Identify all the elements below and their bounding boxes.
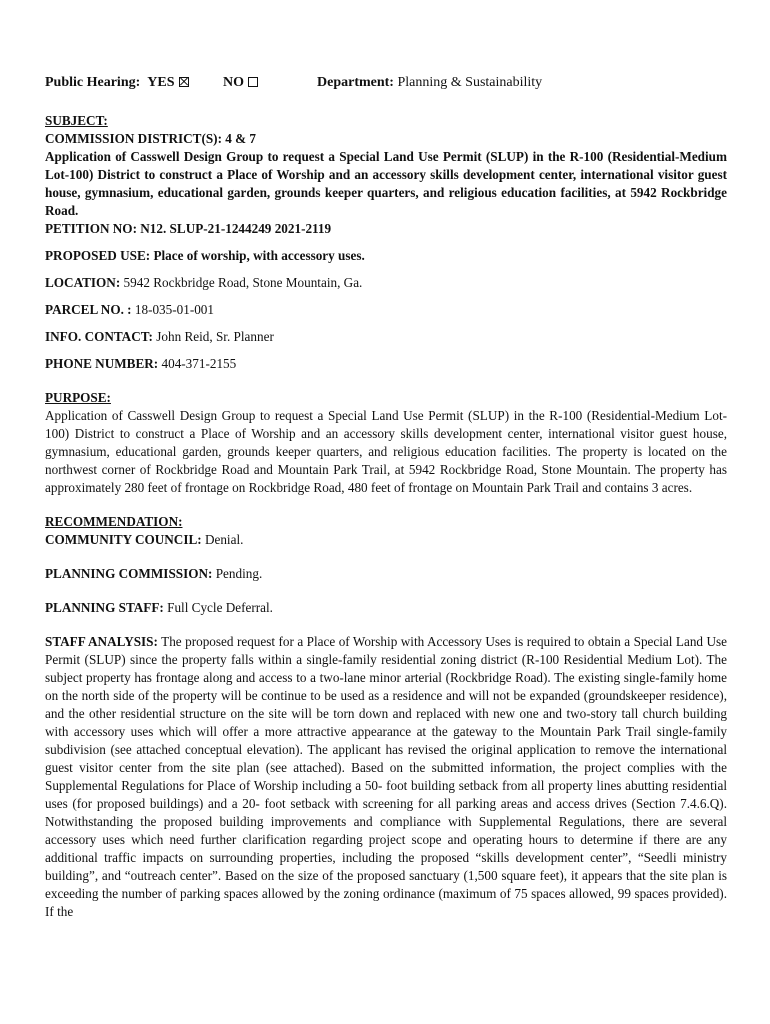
purpose-text: Application of Casswell Design Group to request a Special Land Use Permit (SLUP) in the R-100 (Residential-Medium Lot-100) District to construct a Place of Worship and an accessory skills development center, international visitor guest house, gymnasium, educational garden, grounds keeper quarters, and religious education facilities. The property is located on the northwest corner of Rockbridge Road and Mountain Park Trail, at 5942 Rockbridge Road, Stone Mountain. The property has approximately 280 feet of frontage on Rockbridge Road, 480 feet of frontage on Mountain Park Trail and contains 3 acres. — [45, 408, 727, 495]
public-hearing-label: Public Hearing: — [45, 75, 141, 90]
subject-heading: SUBJECT: — [45, 113, 108, 128]
phone-number — [45, 355, 727, 373]
subject-application: Application of Casswell Design Group to request a Special Land Use Permit (SLUP) in the R-100 (Residential-Medium Lot-100) District to construct a Place of Worship and an accessory skills development center, international visitor guest house, gymnasium, educational garden, grounds keeper quarters, and religious education facilities, at 5942 Rockbridge Road. — [45, 149, 727, 218]
yes-checked-box-icon — [179, 77, 189, 87]
planning-commission-label: PLANNING COMMISSION: — [45, 566, 213, 581]
department-label: Department: — [317, 75, 394, 90]
no-empty-box-icon — [248, 77, 258, 87]
parcel-value: 18-035-01-001 — [134, 302, 214, 317]
contact-value: John Reid, Sr. Planner — [156, 329, 274, 344]
proposed-use — [45, 247, 727, 265]
staff-analysis — [45, 633, 727, 921]
parcel — [45, 301, 727, 319]
document-page — [45, 74, 727, 921]
phone-label: PHONE NUMBER: — [45, 356, 159, 371]
planning-staff-label: PLANNING STAFF: — [45, 600, 164, 615]
commission-districts: COMMISSION DISTRICT(S): 4 & 7 — [45, 131, 257, 146]
community-council — [45, 531, 727, 549]
phone-value: 404-371-2155 — [161, 356, 237, 371]
department-value: Planning & Sustainability — [397, 75, 543, 90]
info-contact — [45, 328, 727, 346]
no-option — [223, 74, 258, 92]
purpose-heading: PURPOSE: — [45, 390, 111, 405]
yes-label: YES — [147, 75, 175, 90]
location-value: 5942 Rockbridge Road, Stone Mountain, Ga. — [123, 275, 363, 290]
community-council-label: COMMUNITY COUNCIL: — [45, 532, 202, 547]
no-label: NO — [223, 75, 244, 90]
planning-commission-value: Pending. — [215, 566, 263, 581]
planning-staff — [45, 599, 727, 617]
planning-staff-value: Full Cycle Deferral. — [167, 600, 273, 615]
community-council-value: Denial. — [204, 532, 244, 547]
contact-label: INFO. CONTACT: — [45, 329, 153, 344]
recommendation-heading: RECOMMENDATION: — [45, 514, 183, 529]
petition-number: PETITION NO: N12. SLUP-21-1244249 2021-2119 — [45, 221, 332, 236]
header-row — [45, 74, 727, 96]
location — [45, 274, 727, 292]
proposed-use-value: Place of worship, with accessory uses. — [153, 248, 365, 263]
planning-commission — [45, 565, 727, 583]
staff-analysis-text: The proposed request for a Place of Worship with Accessory Uses is required to obtain a Special Land Use Permit (SLUP) since the property falls within a single-family residential zoning district (R-100 Residential Medium Lot). The subject property has frontage along and access to a two-lane minor arterial (Rockbridge Road). The existing single-family home on the north side of the property will be continue to be used as a residence and will not be expanded (groundskeeper residence), and the other residential structure on the site will be torn down and replaced with new one and two-story tall church building with accessory uses which will offer a more attractive appearance at the gateway to the Mountain Park Trail single-family subdivision (see attached conceptual elevation). The applicant has revised the original application to remove the international guest visitor center from the site plan (see attached). Based on the submitted information, the project complies with the Supplemental Regulations for Place of Worship including a 50- foot building setback from all property lines abutting residential uses (for proposed buildings) and a 20- foot setback with screening for all parking areas and access drives (Section 7.4.6.Q). Notwithstanding the proposed building improvements and compliance with Supplemental Regulations, there are several accessory uses which need further clarification regarding project scope and operating hours to determine if there are any additional traffic impacts on surrounding properties, including the proposed “skills development center”, “Seedli ministry building”, and “outreach center”. Based on the size of the proposed sanctuary (1,500 square feet), it appears that the site plan is exceeding the number of parking spaces allowed by the zoning ordinance (maximum of 75 spaces allowed, 99 spaces provided). If the — [45, 634, 727, 919]
parcel-label: PARCEL NO. : — [45, 302, 132, 317]
public-hearing — [45, 74, 189, 92]
location-label: LOCATION: — [45, 275, 121, 290]
staff-analysis-label: STAFF ANALYSIS: — [45, 634, 158, 649]
proposed-use-label: PROPOSED USE: — [45, 248, 151, 263]
department — [317, 74, 542, 92]
